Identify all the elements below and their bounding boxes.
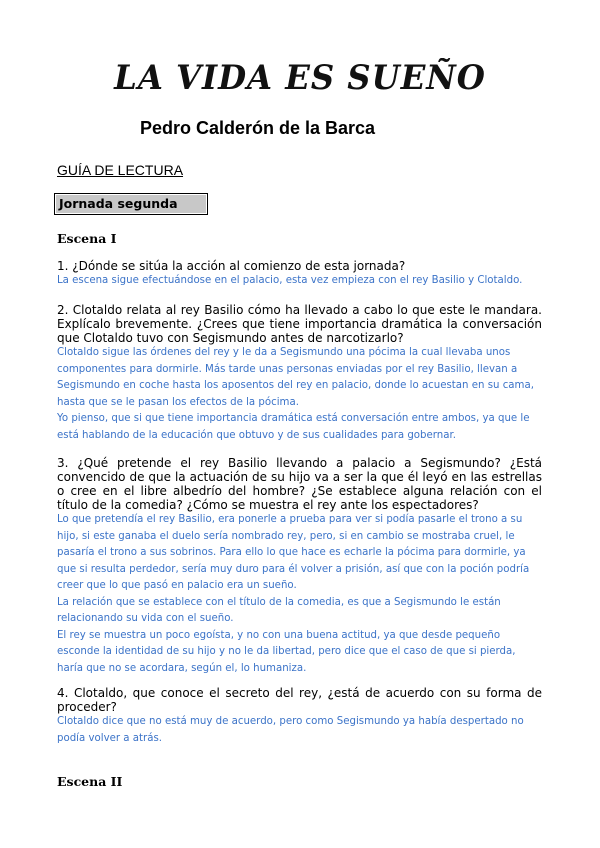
answer-4 bbox=[57, 714, 542, 747]
answer-1 bbox=[57, 273, 542, 290]
answer-3-paragraph-1: Lo que pretendía el rey Basilio, era ponerle a prueba para ver si podía pasarle el trono a su hijo, si este ganaba el duelo sería nombrado rey, pero, si en cambio se mostraba cruel, le pasaría el trono a sus sobrinos. Para ello lo que hace es echarle la pócima para dormirle, ya que si resulta perdedor, sería muy duro para él volver a prisión, así que con la poción podría creer que lo que pasó en palacio era un sueño. bbox=[57, 514, 530, 591]
section-heading: Jornada segunda bbox=[56, 195, 206, 213]
document-title: LA VIDA ES SUEÑO bbox=[114, 58, 486, 98]
answer-3 bbox=[57, 512, 542, 677]
answer-2-paragraph-2: Yo pienso, que si que tiene importancia dramática está conversación entre ambos, ya que le está hablando de la educación que obtuvo y de sus cualidades para gobernar. bbox=[57, 413, 530, 441]
answer-2-paragraph-1: Clotaldo sigue las órdenes del rey y le da a Segismundo una pócima la cual llevaba unos componentes para dormirle. Más tarde unas personas enviadas por el rey Basilio, llevan a Segismundo en coche hasta los aposentos del rey en palacio, donde lo acuestan en su cama, hasta que se le pasan los efectos de la pócima. bbox=[57, 347, 534, 408]
answer-4-text: Clotaldo dice que no está muy de acuerdo, pero como Segismundo ya había despertado no podía volver a atrás. bbox=[57, 716, 524, 744]
answer-3-paragraph-3: El rey se muestra un poco egoísta, y no con una buena actitud, ya que desde pequeño esconde la identidad de su hijo y no le da libertad, pero dice que el caso de que si pierda, haría que no se acordara, según el, lo humaniza. bbox=[57, 629, 516, 674]
scene-heading-2: Escena II bbox=[57, 774, 123, 789]
answer-2 bbox=[57, 345, 542, 444]
answer-1-text: La escena sigue efectuándose en el palacio, esta vez empieza con el rey Basilio y Clotaldo. bbox=[57, 275, 523, 286]
guide-heading: GUÍA DE LECTURA bbox=[57, 162, 184, 178]
question-3: 3. ¿Qué pretende el rey Basilio llevando a palacio a Segismundo? ¿Está convencido de que la actuación de su hijo va a ser la que él leyó en las estrellas o cree en el libre albedrío del hombre? ¿Se establece alguna relación con el título de la comedia? ¿Cómo se muestra el rey ante los espectadores? bbox=[57, 456, 542, 512]
scene-heading-1: Escena I bbox=[57, 231, 117, 246]
section-box bbox=[54, 193, 208, 215]
question-2: 2. Clotaldo relata al rey Basilio cómo ha llevado a cabo lo que este le mandara. Explícalo brevemente. ¿Crees que tiene importancia dramática la conversación que Clotaldo tuvo con Segismundo antes de narcotizarlo? bbox=[57, 303, 542, 345]
question-1: 1. ¿Dónde se sitúa la acción al comienzo de esta jornada? bbox=[57, 259, 406, 273]
answer-3-paragraph-2: La relación que se establece con el título de la comedia, es que a Segismundo le están relacionando su vida con el sueño. bbox=[57, 596, 501, 624]
question-4: 4. Clotaldo, que conoce el secreto del rey, ¿está de acuerdo con su forma de proceder? bbox=[57, 686, 542, 714]
document-author: Pedro Calderón de la Barca bbox=[139, 118, 376, 138]
